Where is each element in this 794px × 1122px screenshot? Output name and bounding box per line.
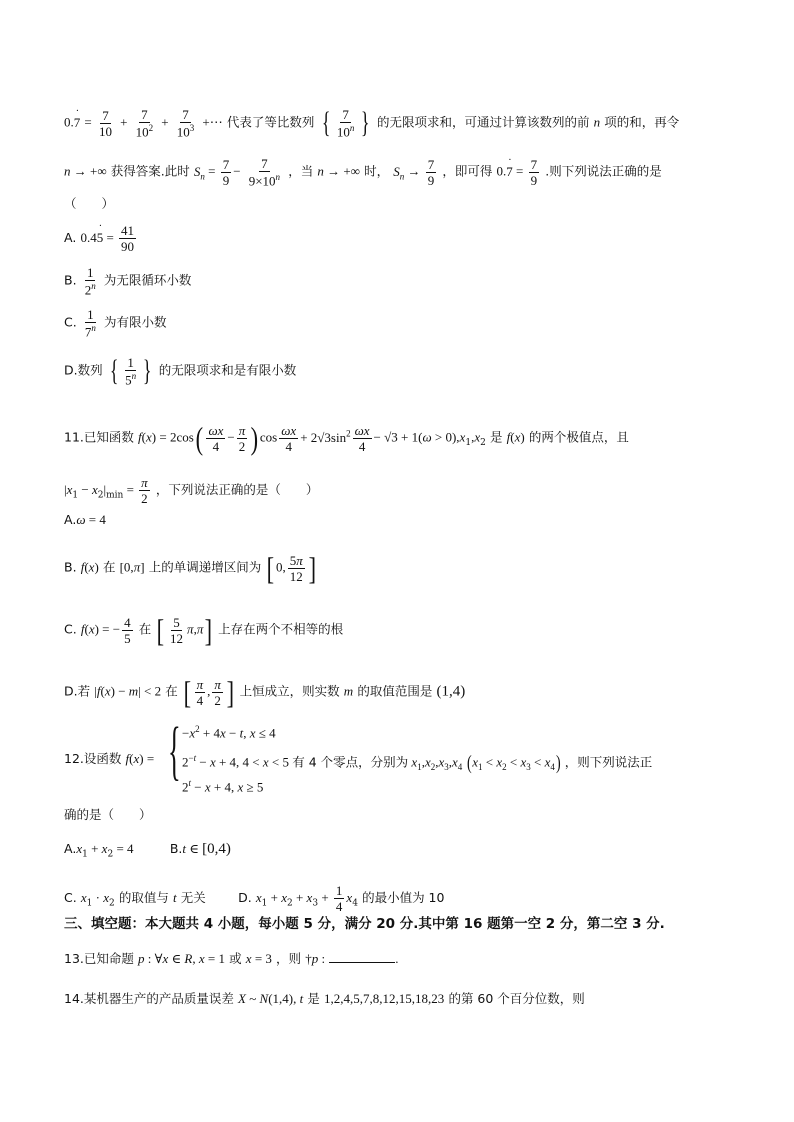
q10-option-b: B. $\frac{1}{2^n}$ 为无限循环小数 [64, 265, 192, 298]
q11-option-b: B. f(x) 在 [0,π] 上的单调递增区间为 [ 0, $\frac{5\pi}{12}$ ] [64, 550, 316, 586]
q14-seq: 1,2,4,5,7,8,12,15,18,23 [324, 991, 445, 1006]
q10-line2-text2: ，当 [288, 163, 314, 179]
q11-optC-label: C. [64, 621, 77, 637]
q10-line2-text5: .则下列说法正确的是 [545, 163, 662, 179]
q11-text2: 的两个极值点，且 [528, 429, 629, 445]
q12-optC-label: C. [64, 890, 77, 905]
q10-text: 代表了等比数列 [226, 114, 315, 130]
q13-answer-blank[interactable] [329, 950, 395, 963]
q12-options-cd: C. $x_1 \cdot x_2$ 的取值与 t 无关 D. $x_1 + x_2 + x_3$ + $\frac{1}{4}$ $x_4$ 的最小值为 10 [64, 883, 445, 914]
q14-num: 14.某机器生产的产品质量误差 [64, 991, 234, 1006]
q10-paren: （ ） [64, 196, 115, 211]
q11-optD-in: 在 [165, 683, 178, 699]
q12-options-ab: $A.x_1 + x_2 = 4$ B.t ∈ [0,4) [64, 841, 231, 860]
q13-num: 13.已知命题 [64, 951, 134, 966]
q10-optC-text: 为有限小数 [103, 314, 167, 330]
q13-or: 或 [229, 951, 242, 966]
q11-option-d: D.若 |f(x) − m| < 2 在 [ $\frac{\pi}{4}$ , $\frac{\pi}{2}$ ] 上恒成立，则实数 m 的取值范围是 (1,4) [64, 674, 466, 710]
q14-line: 14.某机器生产的产品质量误差 X ~ N(1,4), t 是 1,2,4,5,7,8,12,15,18,23 的第 60 个百分位数，则 [64, 991, 585, 1006]
q10-line2-text3: 时， [364, 163, 390, 179]
q10-option-a: A. 0.45 · = $\frac{41}{90}$ [64, 221, 135, 254]
q10-optC-label: C. [64, 314, 77, 330]
q11-optC-in: 在 [138, 621, 152, 637]
q10-optB-text: 为无限循环小数 [103, 272, 192, 288]
q12-optD-label: D. [238, 890, 252, 905]
q11-optD-text2: 的取值范围是 [357, 683, 433, 699]
q14-text: 是 [307, 991, 320, 1006]
q12-optC-t: t [173, 890, 177, 905]
q11-optB-label: B. [64, 559, 77, 575]
q11-optD-label: D.若 [64, 683, 91, 699]
q10-line2-text4: ，即可得 [442, 163, 493, 179]
q10-text2: 的无限项求和，可通过计算该数列的前 [376, 114, 590, 130]
q10-optA-label: A. [64, 230, 77, 245]
q11-text3: ，下列说法正确的是（ ） [155, 482, 319, 497]
q10-line1: 0.7 · = $\frac{7}{10}$ + $\frac{7}{10^2}$ + $\frac{7}{10^3}$ +⋯ 代表了等比数列 { $\frac{7}{10^n}$ } 的无限项求和，可通过计算该数列的前 n 项的和，再令 [64, 105, 680, 140]
q10-text3: 项的和，再令 [604, 114, 680, 130]
q10-line2-text: 获得答案.此时 [110, 163, 190, 179]
q12-optD-text: 的最小值为 10 [362, 890, 445, 905]
q12-line1: 12.设函数 f(x) = [64, 751, 155, 766]
q10-optD-text: 的无限项求和是有限小数 [158, 362, 297, 378]
q12-optC-text: 的取值与 [118, 890, 169, 905]
q13-then: ，则 [276, 951, 302, 966]
q12-case1: $-x^2 + 4x - t$, x ≤ 4 [182, 724, 276, 741]
q12-optC-text2: 无关 [180, 890, 206, 905]
q12-line2: 确的是（ ） [64, 807, 152, 822]
q12-piecewise-brace: { [168, 714, 181, 787]
q11-option-c: C. f(x) = − $\frac{4}{5}$ 在 [ $\frac{5}{12}$ π,π] 上存在两个不相等的根 [64, 612, 344, 648]
q11-optD-text: 上恒成立，则实数 [239, 683, 340, 699]
q11-num: 11.已知函数 [64, 429, 134, 445]
q12-case2: $2^{-t} - x + 4$, 4 < x < 5 有 4 个零点，分别为 $x_1,x_2,x_3,x_4$ $(x_1 < x_2 < x_3 < x_4)$ ，则下列说法正 [182, 752, 653, 774]
q11-optB-in: 在 [102, 559, 116, 575]
q10-optB-label: B. [64, 272, 77, 288]
q10-line2: n → +∞ 获得答案.此时 $S_n$ = $\frac{7}{9}$ − $\frac{7}{9\times 10^n}$ ，当 n → +∞ 时， $S_n$ → $\frac{7}{9}$ ，即可得 0.7 · = $\frac{7}{9}$ .则下列说法正确的是 [64, 154, 662, 189]
q11-optC-text: 上存在两个不相等的根 [218, 621, 344, 637]
q10-option-c: C. $\frac{1}{7^n}$ 为有限小数 [64, 307, 167, 340]
q14-text2: 的第 60 个百分位数，则 [448, 991, 585, 1006]
q11-line2: $|x_1 - x_2|_{min}$ = $\frac{\pi}{2}$ ，下列说法正确的是（ ） [64, 475, 319, 506]
q10-optD-label: D.数列 [64, 362, 103, 378]
q10-option-d: D.数列 { $\frac{1}{5^n}$ } 的无限项求和是有限小数 [64, 354, 297, 388]
q11-option-a: A.ω = 4 [64, 512, 106, 527]
q12-num: 12.设函数 [64, 751, 122, 766]
q11-line1: 11.已知函数 f(x) = 2cos( $\frac{\omega x}{4}$ − $\frac{\pi}{2}$ ) cos $\frac{\omega x}{4}$ + $2√3\sin^2$ $\frac{\omega x}{4}$ − $√3 + 1(\omega > 0),x_1,x_2$ 是 f(x) 的两个极值点，且 [64, 420, 629, 456]
q12-case3: $2^t - x + 4$, x ≥ 5 [182, 778, 264, 795]
q11-text1: 是 [489, 429, 503, 445]
section-heading: 三、填空题：本大题共 4 小题，每小题 5 分，满分 20 分.其中第 16 题第一空 2 分，第二空 3 分. [64, 916, 665, 932]
q10-n: n [593, 114, 601, 130]
q11-optD-m: m [343, 683, 354, 699]
q11-optB-text: 上的单调递增区间为 [148, 559, 262, 575]
q13-line: 13.已知命题 p : ∀x ∈ R, x = 1 或 x = 3 ，则 †p : . [64, 951, 399, 966]
q11-optD-res: (1,4) [436, 683, 466, 700]
q12-text2: ，则下列说法正 [564, 754, 653, 770]
q12-text1: 有 4 个零点，分别为 [292, 754, 409, 770]
